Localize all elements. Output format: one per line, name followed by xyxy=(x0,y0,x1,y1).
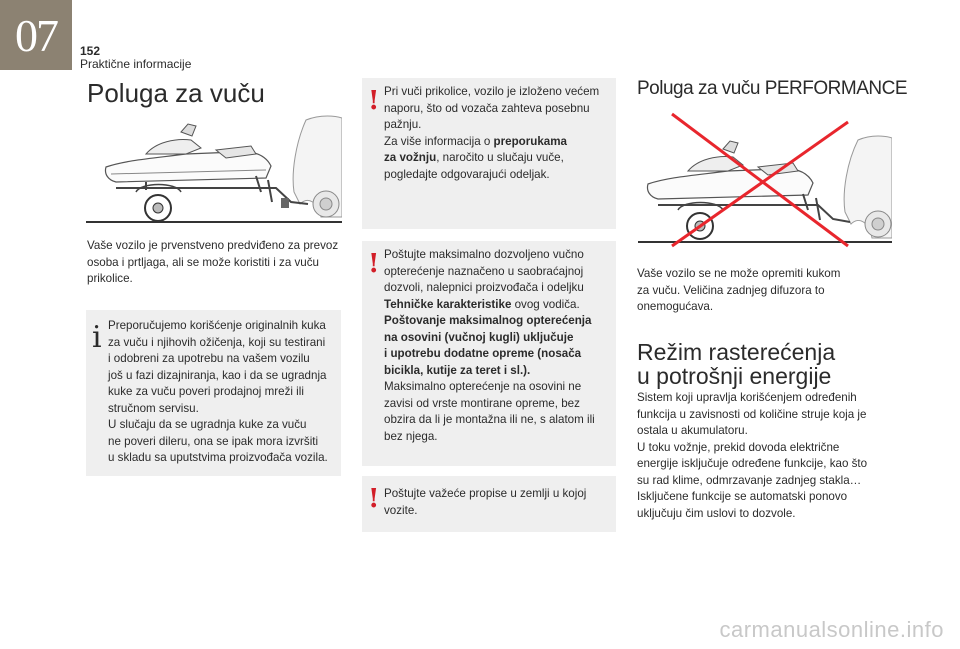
warning-box-1 xyxy=(362,78,616,229)
watermark: carmanualsonline.info xyxy=(719,617,944,642)
jetski-trailer-crossed-illustration xyxy=(638,112,892,248)
right-body2-line: energije isključuje određene funkcije, kao što xyxy=(637,457,868,470)
right-body2-line: uključuju čim uslovi to dozvole. xyxy=(637,506,796,520)
warning-icon: ! xyxy=(368,249,380,279)
right-title: Poluga za vuču PERFORMANCE xyxy=(637,78,907,99)
warning-text: pogledajte odgovarajući odeljak. xyxy=(384,167,550,181)
warning-text: obzira da li je montažna ili ne, s alatom ili xyxy=(384,413,595,426)
info-line: Preporučujemo korišćenje originalnih kuka xyxy=(108,319,326,332)
info-line: i odobreni za upotrebu na vašem vozilu xyxy=(108,352,310,365)
warning-text: Poštujte maksimalno dozvoljeno vučno xyxy=(384,248,584,261)
warning-text: za vožnju, naročito u slučaju vuče, xyxy=(384,151,564,164)
right-body2-line: U toku vožnje, prekid dovoda električne xyxy=(637,440,840,454)
info-line: U slučaju da se ugradnja kuke za vuču xyxy=(108,418,307,431)
warning-text: i upotrebu dodatne opreme (nosača xyxy=(384,347,582,360)
section-title: Praktične informacije xyxy=(80,57,192,71)
right-body2-line: Sistem koji upravlja korišćenjem određenih xyxy=(637,391,857,404)
right-body2-line: Isključene funkcije se automatski ponovo xyxy=(637,490,848,503)
right-title-2: Režim rasterećenja u potrošnji energije xyxy=(637,339,836,389)
right-body2-line: ostala u akumulatoru. xyxy=(637,424,748,437)
warning-icon: ! xyxy=(368,86,380,116)
warning-text: pažnju. xyxy=(384,118,422,131)
right-body2-line: su rad klime, odmrzavanje zadnjeg stakla… xyxy=(637,473,862,487)
warning-text: Pri vuči prikolice, vozilo je izloženo većem xyxy=(384,85,600,98)
warning-text: Poštujte važeće propise u zemlji u kojoj xyxy=(384,487,587,500)
jetski-trailer-illustration xyxy=(86,112,342,227)
warning-text: opterećenje naznačeno u saobraćajnoj xyxy=(384,264,584,278)
left-body: Vaše vozilo je prvenstveno predviđeno za prevoz osoba i prtljaga, ali se može koristiti i za vuču prikolice. xyxy=(87,239,339,285)
info-line: stručnom servisu. xyxy=(108,401,199,415)
chapter-number: 07 xyxy=(15,9,57,61)
right-body-line: onemogućava. xyxy=(637,300,714,313)
warning-text: na osovini (vučnoj kugli) uključuje xyxy=(384,330,574,344)
warning-icon: ! xyxy=(368,484,380,514)
info-line: još u fazi dizajniranja, kao i da se ugradnja xyxy=(108,368,327,382)
link-bold: preporukama xyxy=(493,134,567,148)
info-icon: i xyxy=(92,320,102,355)
info-line: kuke za vuču poveri prodajnoj mreži ili xyxy=(108,385,304,398)
warning-text: Poštovanje maksimalnog opterećenja xyxy=(384,314,592,327)
warning-text: naporu, što od vozača zahteva posebnu xyxy=(384,101,590,115)
warning-text: Za više informacija o preporukama xyxy=(384,134,567,148)
left-title: Poluga za vuču xyxy=(87,78,265,108)
info-line: u skladu sa uputstvima proizvođača vozila. xyxy=(108,451,328,464)
chapter-tab xyxy=(0,0,72,70)
warning-text: bicikla, kutije za teret i sl.). xyxy=(384,363,531,377)
warning-text: vozite. xyxy=(384,503,418,517)
right-body-line: Vaše vozilo se ne može opremiti kukom xyxy=(637,267,841,280)
page-number: 152 xyxy=(80,44,101,58)
warning-text: Maksimalno opterećenje na osovini ne xyxy=(384,380,582,393)
warning-box-2 xyxy=(362,241,616,466)
warning-text: Tehničke karakteristike ovog vodiča. xyxy=(384,297,580,311)
warning-text: dozvoli, nalepnici proizvođača i odeljku xyxy=(384,281,584,294)
info-line: za vuču i njihovih ožičenja, koji su testirani xyxy=(108,335,326,349)
right-body-line: za vuču. Veličina zadnjeg difuzora to xyxy=(637,283,825,297)
warning-box-3 xyxy=(362,476,616,532)
warning-text: zavisi od vrste montirane opreme, bez xyxy=(384,396,580,410)
warning-text: bez njega. xyxy=(384,429,438,443)
right-body2-line: funkcija u zavisnosti od količine struje koja je xyxy=(637,407,867,421)
info-box xyxy=(86,310,341,476)
link-bold: za vožnju xyxy=(384,151,437,164)
info-line: ne poveri dileru, ona se ipak mora izvršiti xyxy=(108,434,319,448)
